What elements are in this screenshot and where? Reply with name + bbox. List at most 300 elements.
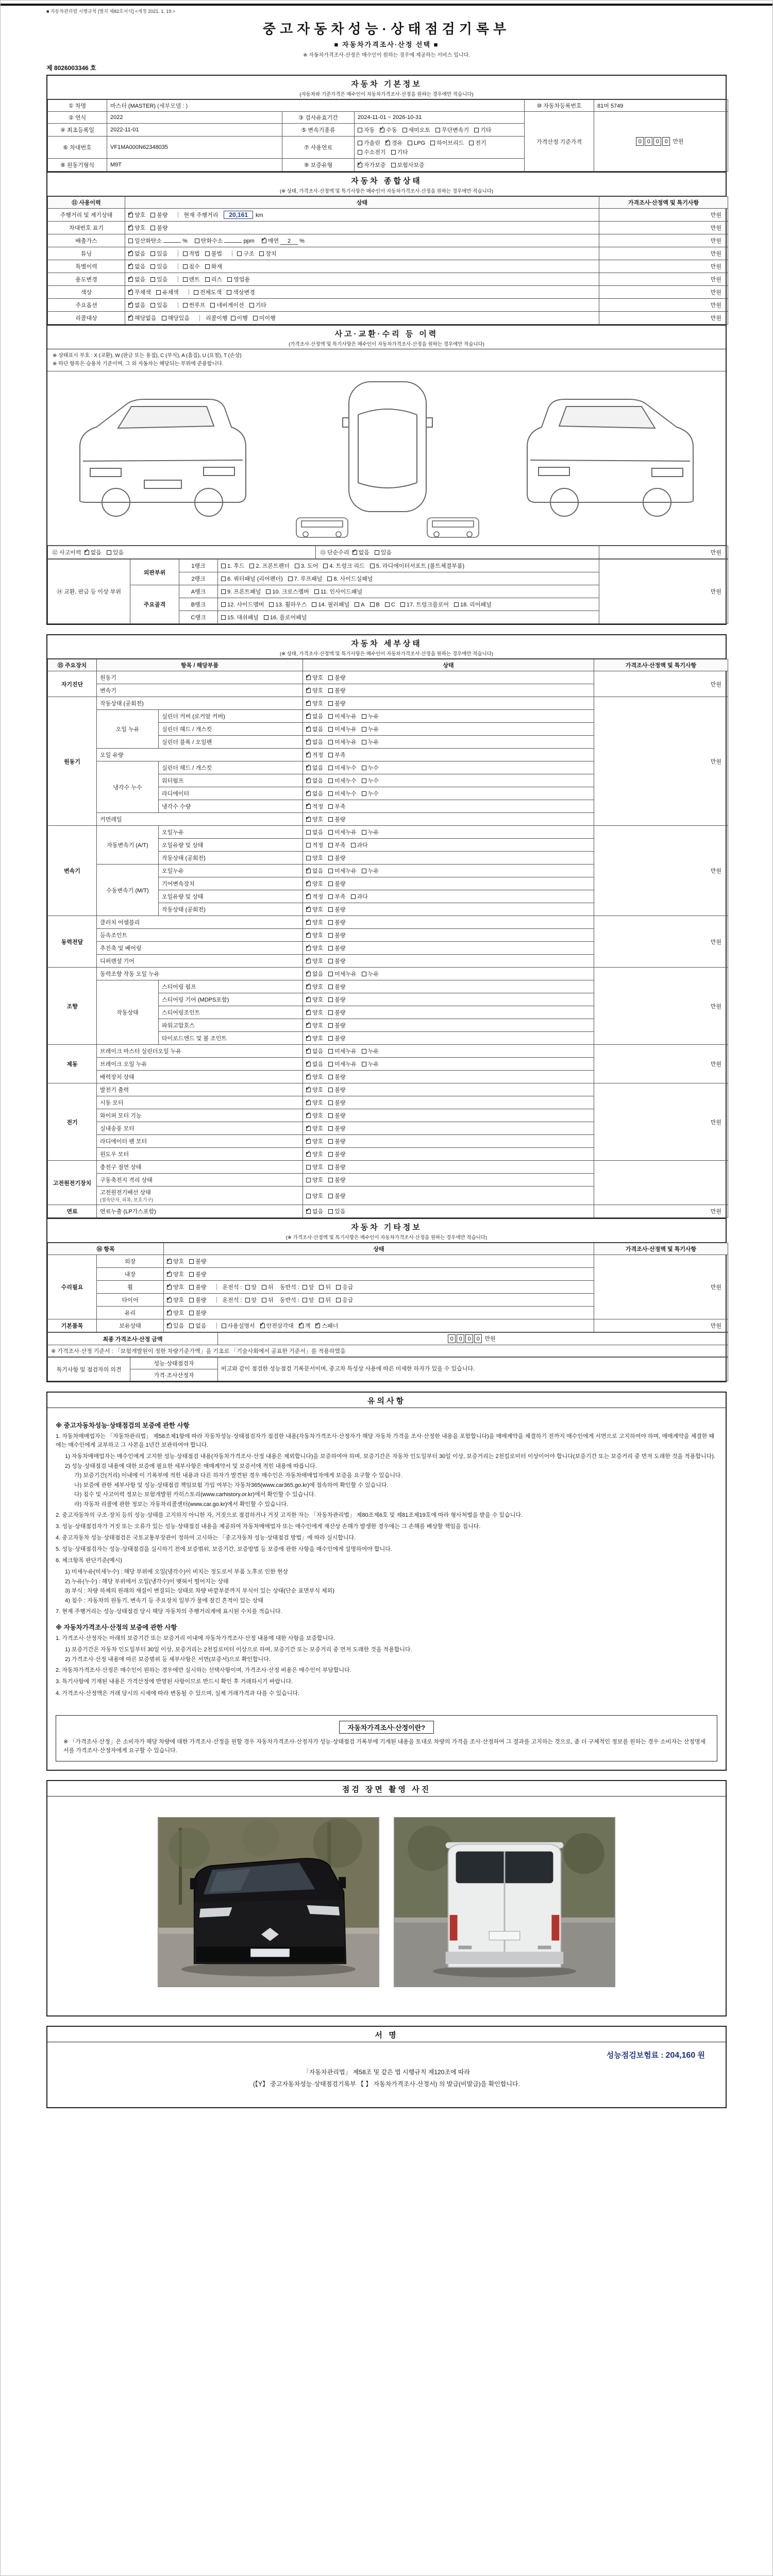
checkbox-unchecked[interactable] — [385, 602, 390, 607]
checkbox-option[interactable] — [150, 275, 167, 283]
checkbox-option[interactable] — [167, 1309, 184, 1317]
checkbox-unchecked[interactable] — [262, 1298, 266, 1302]
checkbox-option[interactable] — [408, 140, 425, 146]
checkbox-option[interactable] — [328, 815, 345, 823]
checkbox-option[interactable] — [303, 1296, 314, 1304]
checkbox-option[interactable] — [189, 1321, 206, 1330]
checkbox-unchecked[interactable] — [303, 1285, 307, 1290]
checkbox-checked[interactable] — [306, 1023, 311, 1028]
checkbox-option[interactable] — [306, 879, 323, 888]
checkbox-option[interactable] — [314, 587, 362, 596]
checkbox-option[interactable] — [312, 600, 349, 608]
checkbox-option[interactable] — [306, 918, 323, 926]
checkbox-checked[interactable] — [299, 1324, 304, 1328]
checkbox-option[interactable] — [362, 725, 379, 733]
checkbox-checked[interactable] — [306, 791, 311, 796]
checkbox-option[interactable] — [167, 1283, 184, 1291]
checkbox-option[interactable] — [328, 686, 345, 694]
checkbox-unchecked[interactable] — [189, 1272, 194, 1277]
checkbox-checked[interactable] — [306, 972, 311, 976]
checkbox-unchecked[interactable] — [328, 920, 333, 925]
checkbox-option[interactable] — [128, 249, 145, 258]
checkbox-option[interactable] — [306, 725, 323, 733]
checkbox-option[interactable] — [183, 275, 200, 283]
checkbox-option[interactable] — [150, 224, 167, 232]
checkbox-unchecked[interactable] — [435, 128, 440, 132]
checkbox-unchecked[interactable] — [362, 869, 366, 873]
checkbox-unchecked[interactable] — [328, 1075, 333, 1079]
checkbox-option[interactable] — [262, 1296, 274, 1304]
checkbox-option[interactable] — [128, 288, 151, 296]
checkbox-option[interactable] — [328, 1060, 357, 1068]
checkbox-option[interactable] — [328, 828, 357, 836]
checkbox-unchecked[interactable] — [205, 277, 210, 282]
checkbox-checked[interactable] — [306, 766, 311, 770]
checkbox-unchecked[interactable] — [328, 1049, 333, 1054]
checkbox-option[interactable] — [221, 613, 259, 621]
checkbox-option[interactable] — [328, 1192, 345, 1200]
checkbox-unchecked[interactable] — [328, 1088, 333, 1092]
checkbox-unchecked[interactable] — [328, 869, 333, 873]
checkbox-unchecked[interactable] — [370, 564, 375, 568]
checkbox-option[interactable] — [306, 1176, 323, 1184]
checkbox-checked[interactable] — [306, 946, 311, 951]
checkbox-option[interactable] — [306, 905, 323, 913]
checkbox-unchecked[interactable] — [402, 128, 407, 132]
checkbox-unchecked[interactable] — [312, 602, 316, 607]
checkbox-unchecked[interactable] — [189, 1324, 194, 1328]
checkbox-option[interactable] — [306, 931, 323, 939]
checkbox-checked[interactable] — [128, 226, 133, 230]
checkbox-option[interactable] — [319, 1296, 331, 1304]
checkbox-checked[interactable] — [128, 277, 133, 282]
checkbox-unchecked[interactable] — [183, 251, 188, 256]
checkbox-unchecked[interactable] — [269, 602, 274, 607]
checkbox-option[interactable] — [128, 236, 190, 245]
checkbox-option[interactable] — [306, 892, 323, 901]
checkbox-unchecked[interactable] — [336, 1285, 341, 1290]
checkbox-unchecked[interactable] — [306, 1178, 311, 1182]
checkbox-option[interactable] — [259, 249, 276, 258]
checkbox-option[interactable] — [306, 970, 323, 978]
checkbox-checked[interactable] — [167, 1324, 172, 1328]
checkbox-option[interactable] — [183, 249, 200, 258]
checkbox-checked[interactable] — [306, 740, 311, 744]
checkbox-checked[interactable] — [306, 1075, 311, 1079]
checkbox-unchecked[interactable] — [328, 830, 333, 835]
checkbox-unchecked[interactable] — [328, 740, 333, 744]
checkbox-checked[interactable] — [306, 1209, 311, 1214]
checkbox-checked[interactable] — [306, 701, 311, 706]
checkbox-option[interactable] — [351, 841, 368, 849]
checkbox-option[interactable] — [362, 764, 379, 772]
checkbox-unchecked[interactable] — [469, 141, 474, 145]
checkbox-option[interactable] — [400, 600, 449, 608]
checkbox-option[interactable] — [306, 764, 323, 772]
checkbox-option[interactable] — [150, 249, 167, 258]
checkbox-unchecked[interactable] — [362, 766, 366, 770]
checkbox-option[interactable] — [362, 789, 379, 798]
checkbox-option[interactable] — [375, 548, 392, 556]
checkbox-unchecked[interactable] — [328, 753, 333, 757]
checkbox-unchecked[interactable] — [306, 1194, 311, 1198]
checkbox-option[interactable] — [391, 148, 408, 156]
checkbox-unchecked[interactable] — [189, 1259, 194, 1264]
checkbox-unchecked[interactable] — [328, 1010, 333, 1015]
checkbox-option[interactable] — [266, 587, 309, 596]
checkbox-checked[interactable] — [306, 688, 311, 693]
checkbox-unchecked[interactable] — [237, 251, 242, 256]
checkbox-unchecked[interactable] — [150, 251, 155, 256]
checkbox-unchecked[interactable] — [328, 933, 333, 938]
checkbox-option[interactable] — [260, 1321, 294, 1330]
checkbox-checked[interactable] — [306, 920, 311, 925]
checkbox-unchecked[interactable] — [183, 264, 188, 269]
checkbox-unchecked[interactable] — [150, 213, 155, 217]
checkbox-option[interactable] — [328, 1098, 345, 1107]
checkbox-unchecked[interactable] — [328, 1100, 333, 1105]
checkbox-checked[interactable] — [306, 1152, 311, 1157]
checkbox-unchecked[interactable] — [266, 589, 271, 594]
checkbox-checked[interactable] — [128, 251, 133, 256]
checkbox-unchecked[interactable] — [328, 817, 333, 822]
checkbox-option[interactable] — [128, 262, 145, 270]
checkbox-option[interactable] — [336, 1283, 353, 1291]
checkbox-checked[interactable] — [306, 882, 311, 886]
checkbox-option[interactable] — [328, 1086, 345, 1094]
checkbox-option[interactable] — [328, 764, 357, 772]
checkbox-option[interactable] — [328, 918, 345, 926]
checkbox-option[interactable] — [328, 982, 345, 991]
checkbox-option[interactable] — [306, 1150, 323, 1158]
checkbox-unchecked[interactable] — [328, 1152, 333, 1157]
checkbox-unchecked[interactable] — [336, 1298, 341, 1302]
checkbox-option[interactable] — [328, 931, 345, 939]
checkbox-unchecked[interactable] — [194, 290, 198, 295]
checkbox-unchecked[interactable] — [391, 163, 396, 167]
checkbox-unchecked[interactable] — [222, 1324, 226, 1328]
checkbox-option[interactable] — [454, 600, 492, 608]
checkbox-unchecked[interactable] — [162, 316, 166, 320]
checkbox-option[interactable] — [221, 600, 264, 608]
checkbox-option[interactable] — [328, 1163, 345, 1171]
checkbox-option[interactable] — [306, 1034, 323, 1042]
checkbox-unchecked[interactable] — [288, 577, 293, 581]
checkbox-checked[interactable] — [306, 933, 311, 938]
checkbox-option[interactable] — [221, 574, 283, 583]
checkbox-option[interactable] — [167, 1321, 184, 1330]
checkbox-unchecked[interactable] — [362, 1062, 366, 1066]
checkbox-option[interactable] — [189, 1270, 206, 1278]
checkbox-option[interactable] — [391, 161, 425, 169]
checkbox-option[interactable] — [328, 1047, 357, 1055]
checkbox-option[interactable] — [306, 1124, 323, 1132]
checkbox-unchecked[interactable] — [362, 972, 366, 976]
checkbox-option[interactable] — [358, 139, 380, 147]
checkbox-unchecked[interactable] — [362, 740, 366, 744]
checkbox-option[interactable] — [328, 867, 357, 875]
checkbox-unchecked[interactable] — [231, 316, 236, 320]
checkbox-unchecked[interactable] — [328, 675, 333, 680]
checkbox-option[interactable] — [328, 970, 357, 978]
checkbox-option[interactable] — [385, 602, 395, 608]
checkbox-option[interactable] — [253, 314, 276, 322]
checkbox-option[interactable] — [189, 1257, 206, 1265]
checkbox-option[interactable] — [351, 892, 368, 901]
checkbox-option[interactable] — [306, 802, 323, 810]
checkbox-option[interactable] — [269, 600, 307, 608]
checkbox-option[interactable] — [205, 262, 222, 270]
checkbox-option[interactable] — [288, 574, 323, 583]
checkbox-unchecked[interactable] — [221, 577, 226, 581]
checkbox-checked[interactable] — [167, 1259, 172, 1264]
checkbox-unchecked[interactable] — [189, 1285, 194, 1290]
checkbox-option[interactable] — [183, 262, 200, 270]
checkbox-option[interactable] — [306, 995, 323, 1004]
checkbox-unchecked[interactable] — [362, 778, 366, 783]
checkbox-option[interactable] — [306, 1021, 323, 1029]
checkbox-unchecked[interactable] — [205, 264, 210, 269]
checkbox-unchecked[interactable] — [328, 1023, 333, 1028]
checkbox-unchecked[interactable] — [227, 290, 231, 295]
checkbox-checked[interactable] — [167, 1272, 172, 1277]
checkbox-checked[interactable] — [306, 1100, 311, 1105]
checkbox-option[interactable] — [328, 905, 345, 913]
checkbox-unchecked[interactable] — [454, 602, 459, 607]
checkbox-checked[interactable] — [306, 997, 311, 1002]
checkbox-checked[interactable] — [128, 264, 133, 269]
checkbox-unchecked[interactable] — [362, 791, 366, 796]
checkbox-unchecked[interactable] — [323, 564, 328, 568]
checkbox-option[interactable] — [435, 126, 469, 134]
checkbox-option[interactable] — [355, 602, 364, 608]
checkbox-unchecked[interactable] — [328, 778, 333, 783]
checkbox-option[interactable] — [245, 1283, 257, 1291]
checkbox-unchecked[interactable] — [328, 985, 333, 989]
checkbox-option[interactable] — [362, 738, 379, 746]
checkbox-unchecked[interactable] — [221, 615, 226, 620]
checkbox-option[interactable] — [306, 1086, 323, 1094]
checkbox-option[interactable] — [380, 126, 397, 134]
checkbox-checked[interactable] — [306, 714, 311, 719]
checkbox-option[interactable] — [328, 1008, 345, 1016]
checkbox-checked[interactable] — [262, 239, 266, 243]
checkbox-option[interactable] — [231, 314, 248, 322]
checkbox-option[interactable] — [328, 1176, 345, 1184]
checkbox-option[interactable] — [370, 602, 380, 608]
checkbox-checked[interactable] — [306, 959, 311, 963]
checkbox-checked[interactable] — [380, 128, 384, 132]
checkbox-option[interactable] — [362, 828, 379, 836]
checkbox-option[interactable] — [306, 789, 323, 798]
checkbox-option[interactable] — [299, 1321, 311, 1330]
checkbox-option[interactable] — [306, 1137, 323, 1145]
checkbox-unchecked[interactable] — [189, 1298, 194, 1302]
checkbox-option[interactable] — [150, 301, 167, 309]
checkbox-option[interactable] — [328, 1124, 345, 1132]
checkbox-checked[interactable] — [306, 1088, 311, 1092]
checkbox-option[interactable] — [306, 1192, 323, 1200]
checkbox-option[interactable] — [328, 995, 345, 1004]
checkbox-unchecked[interactable] — [328, 946, 333, 951]
checkbox-unchecked[interactable] — [227, 277, 232, 282]
checkbox-unchecked[interactable] — [245, 1298, 250, 1302]
checkbox-option[interactable] — [362, 712, 379, 720]
checkbox-unchecked[interactable] — [319, 1285, 324, 1290]
checkbox-unchecked[interactable] — [328, 1126, 333, 1131]
checkbox-option[interactable] — [358, 148, 386, 156]
checkbox-option[interactable] — [303, 1283, 314, 1291]
checkbox-option[interactable] — [362, 1060, 379, 1068]
checkbox-unchecked[interactable] — [328, 791, 333, 796]
checkbox-checked[interactable] — [306, 727, 311, 732]
checkbox-option[interactable] — [221, 587, 261, 596]
checkbox-unchecked[interactable] — [474, 128, 479, 132]
checkbox-option[interactable] — [328, 1034, 345, 1042]
checkbox-checked[interactable] — [306, 1010, 311, 1015]
checkbox-option[interactable] — [469, 139, 486, 147]
checkbox-unchecked[interactable] — [362, 727, 366, 732]
checkbox-checked[interactable] — [315, 1324, 320, 1328]
checkbox-option[interactable] — [262, 236, 307, 245]
checkbox-checked[interactable] — [306, 1062, 311, 1066]
checkbox-option[interactable] — [306, 815, 323, 823]
checkbox-option[interactable] — [328, 854, 345, 862]
checkbox-unchecked[interactable] — [328, 714, 333, 719]
checkbox-option[interactable] — [306, 1008, 323, 1016]
checkbox-checked[interactable] — [306, 817, 311, 822]
checkbox-option[interactable] — [362, 1047, 379, 1055]
checkbox-unchecked[interactable] — [253, 316, 258, 320]
checkbox-option[interactable] — [385, 139, 402, 147]
checkbox-option[interactable] — [328, 892, 345, 901]
checkbox-checked[interactable] — [306, 804, 311, 809]
checkbox-unchecked[interactable] — [295, 564, 299, 568]
checkbox-unchecked[interactable] — [362, 830, 366, 835]
checkbox-option[interactable] — [306, 738, 323, 746]
checkbox-option[interactable] — [362, 970, 379, 978]
checkbox-unchecked[interactable] — [183, 303, 188, 308]
checkbox-option[interactable] — [128, 275, 145, 283]
checkbox-unchecked[interactable] — [328, 1139, 333, 1144]
checkbox-unchecked[interactable] — [328, 688, 333, 693]
checkbox-checked[interactable] — [128, 316, 133, 320]
checkbox-option[interactable] — [227, 288, 255, 296]
checkbox-unchecked[interactable] — [328, 766, 333, 770]
checkbox-unchecked[interactable] — [249, 564, 254, 568]
checkbox-unchecked[interactable] — [328, 959, 333, 963]
checkbox-option[interactable] — [306, 982, 323, 991]
checkbox-option[interactable] — [328, 751, 345, 759]
checkbox-unchecked[interactable] — [355, 602, 359, 607]
checkbox-unchecked[interactable] — [328, 843, 333, 848]
checkbox-checked[interactable] — [306, 869, 311, 873]
checkbox-option[interactable] — [245, 1296, 257, 1304]
checkbox-option[interactable] — [222, 1321, 255, 1330]
checkbox-checked[interactable] — [358, 163, 362, 167]
checkbox-option[interactable] — [264, 613, 307, 621]
checkbox-unchecked[interactable] — [358, 128, 362, 132]
checkbox-unchecked[interactable] — [195, 239, 199, 243]
checkbox-unchecked[interactable] — [328, 1165, 333, 1170]
checkbox-option[interactable] — [107, 548, 124, 556]
checkbox-unchecked[interactable] — [328, 701, 333, 706]
checkbox-unchecked[interactable] — [319, 1298, 324, 1302]
checkbox-option[interactable] — [358, 126, 375, 134]
checkbox-option[interactable] — [237, 249, 254, 258]
checkbox-option[interactable] — [358, 161, 386, 169]
checkbox-option[interactable] — [327, 574, 373, 583]
checkbox-option[interactable] — [194, 288, 222, 296]
checkbox-option[interactable] — [362, 867, 379, 875]
checkbox-unchecked[interactable] — [328, 972, 333, 976]
checkbox-option[interactable] — [328, 789, 357, 798]
checkbox-option[interactable] — [328, 673, 345, 682]
checkbox-checked[interactable] — [306, 985, 311, 989]
checkbox-option[interactable] — [306, 1047, 323, 1055]
checkbox-option[interactable] — [328, 802, 345, 810]
checkbox-option[interactable] — [370, 562, 464, 570]
checkbox-option[interactable] — [295, 562, 318, 570]
checkbox-checked[interactable] — [306, 1049, 311, 1054]
checkbox-option[interactable] — [227, 275, 250, 283]
checkbox-option[interactable] — [315, 1321, 338, 1330]
checkbox-option[interactable] — [189, 1296, 206, 1304]
checkbox-option[interactable] — [306, 1111, 323, 1120]
checkbox-option[interactable] — [328, 699, 345, 707]
checkbox-unchecked[interactable] — [328, 1113, 333, 1118]
checkbox-option[interactable] — [306, 776, 323, 785]
checkbox-checked[interactable] — [306, 1113, 311, 1118]
checkbox-option[interactable] — [306, 841, 323, 849]
checkbox-option[interactable] — [306, 1060, 323, 1068]
checkbox-unchecked[interactable] — [327, 577, 332, 581]
checkbox-option[interactable] — [128, 314, 157, 322]
checkbox-unchecked[interactable] — [328, 1178, 333, 1182]
checkbox-option[interactable] — [306, 1207, 323, 1215]
checkbox-unchecked[interactable] — [362, 714, 366, 719]
checkbox-unchecked[interactable] — [328, 997, 333, 1002]
checkbox-checked[interactable] — [128, 290, 133, 295]
checkbox-unchecked[interactable] — [221, 564, 226, 568]
checkbox-option[interactable] — [162, 314, 190, 322]
checkbox-unchecked[interactable] — [245, 1285, 250, 1290]
checkbox-unchecked[interactable] — [306, 856, 311, 860]
checkbox-checked[interactable] — [306, 675, 311, 680]
checkbox-unchecked[interactable] — [150, 226, 155, 230]
checkbox-unchecked[interactable] — [358, 150, 362, 155]
checkbox-unchecked[interactable] — [314, 589, 319, 594]
checkbox-option[interactable] — [306, 944, 323, 952]
checkbox-unchecked[interactable] — [259, 251, 264, 256]
checkbox-unchecked[interactable] — [264, 615, 268, 620]
checkbox-unchecked[interactable] — [189, 1311, 194, 1315]
checkbox-option[interactable] — [156, 288, 179, 296]
checkbox-option[interactable] — [319, 1283, 331, 1291]
checkbox-option[interactable] — [328, 1021, 345, 1029]
checkbox-option[interactable] — [352, 548, 369, 556]
checkbox-option[interactable] — [306, 751, 323, 759]
checkbox-option[interactable] — [306, 673, 323, 682]
checkbox-unchecked[interactable] — [358, 141, 362, 145]
checkbox-unchecked[interactable] — [328, 727, 333, 732]
checkbox-option[interactable] — [328, 725, 357, 733]
checkbox-option[interactable] — [306, 712, 323, 720]
checkbox-unchecked[interactable] — [328, 894, 333, 899]
checkbox-option[interactable] — [362, 776, 379, 785]
checkbox-unchecked[interactable] — [262, 1285, 266, 1290]
checkbox-option[interactable] — [85, 548, 102, 556]
